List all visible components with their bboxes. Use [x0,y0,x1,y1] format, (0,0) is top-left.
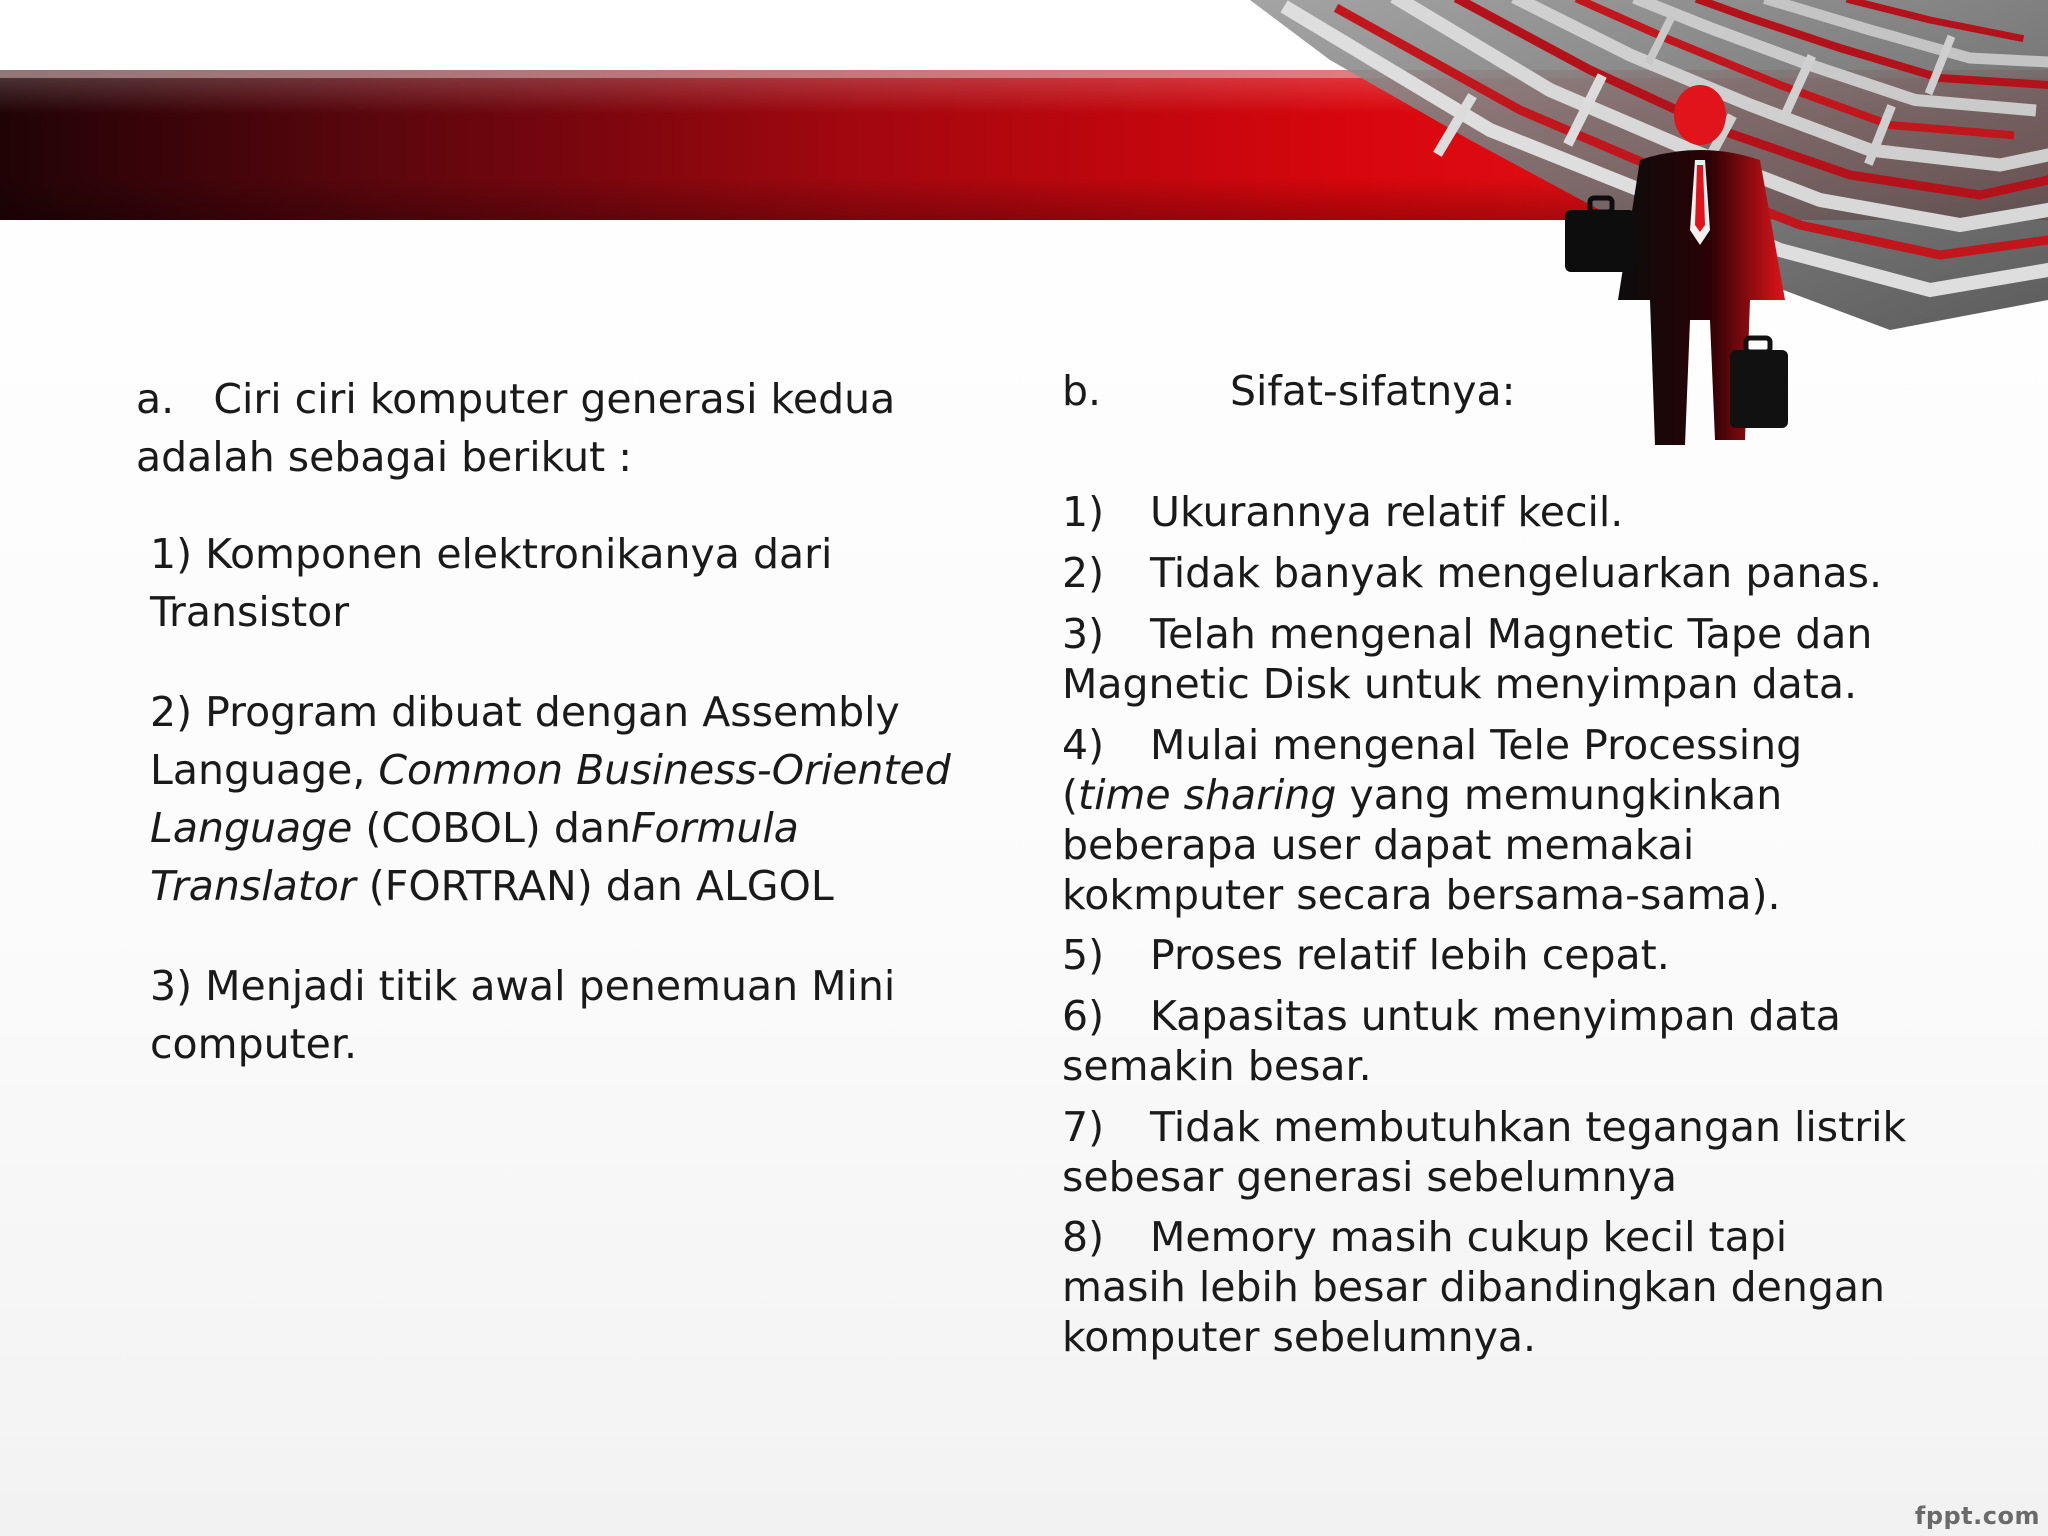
intro-text: Ciri ciri komputer generasi kedua adalah sebagai berikut : [136,375,896,481]
list-item [1062,609,1922,709]
list-item [1062,487,1922,537]
left-item-1: 1) Komponen elektronikanya dari Transistor [150,530,833,636]
footer-watermark: fppt.com [1914,1502,2040,1530]
list-item-text: Memory masih cukup kecil tapi masih lebih besar dibandingkan dengan komputer sebelumnya. [1062,1213,1886,1361]
list-item-number: 8) [1062,1213,1105,1261]
list-item-number: 2) [1062,549,1105,597]
right-heading [1062,362,1762,420]
right-heading-label: b. [1062,367,1102,415]
left-item-2-text-c: (FORTRAN) dan ALGOL [355,862,834,910]
list-item [1062,720,1922,920]
list-item-number: 3) [1062,610,1105,658]
list-item-text: Mulai mengenal Tele Processing ( [1062,721,1803,819]
intro-paragraph [136,370,976,486]
right-heading-text: Sifat-sifatnya: [1230,367,1516,415]
list-item [1062,991,1922,1091]
list-item-number: 5) [1062,931,1105,979]
left-item-2 [150,683,970,915]
list-item [1062,1102,1922,1202]
list-item [1062,1212,1922,1362]
intro-label: a. [136,375,175,423]
list-item [1062,548,1922,598]
left-item-2-text-b: (COBOL) dan [352,804,631,852]
left-item-3: 3) Menjadi titik awal penemuan Mini computer. [150,962,896,1068]
left-item-2-italic-b: Formula Translator [150,804,799,910]
list-item-number: 7) [1062,1103,1105,1151]
list-item-text: Telah mengenal Magnetic Tape dan Magnetic Disk untuk menyimpan data. [1062,610,1873,708]
left-item-2-italic-a: Common Business-Oriented Language [150,746,951,852]
list-item-text: Kapasitas untuk menyimpan data semakin besar. [1062,992,1841,1090]
list-item-number: 1) [1062,488,1105,536]
list-item-italic: time sharing [1078,771,1337,819]
list-item-text: Proses relatif lebih cepat. [1150,931,1670,979]
list-item-text: Ukurannya relatif kecil. [1150,488,1624,536]
list-item-number: 4) [1062,721,1105,769]
left-item-2-text-a: 2) Program dibuat dengan Assembly Language, [150,688,900,794]
list-item-text-tail: yang memungkinkan beberapa user dapat memakai kokmputer secara bersama-sama). [1062,771,1783,919]
list-item [1062,930,1922,980]
list-item-number: 6) [1062,992,1105,1040]
list-item-text: Tidak membutuhkan tegangan listrik sebesar generasi sebelumnya [1062,1103,1907,1201]
list-item-text: Tidak banyak mengeluarkan panas. [1150,549,1882,597]
